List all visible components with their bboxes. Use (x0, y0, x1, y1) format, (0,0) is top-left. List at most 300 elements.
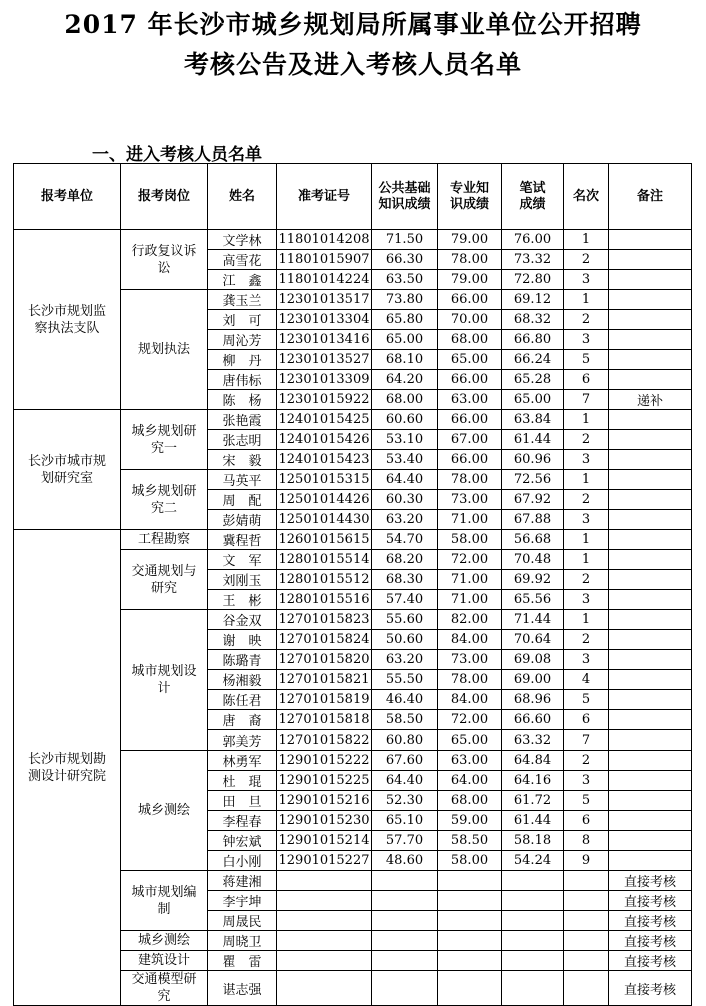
score-basic-cell: 60.60 (372, 410, 438, 430)
note-cell (609, 330, 692, 350)
name-cell: 周沁芳 (208, 330, 277, 350)
name-cell: 宋 毅 (208, 450, 277, 470)
rank-cell: 3 (564, 270, 609, 290)
score-basic-cell: 73.80 (372, 290, 438, 310)
score-written-cell: 69.00 (502, 670, 564, 690)
note-cell: 直接考核 (609, 931, 692, 951)
rank-cell: 2 (564, 310, 609, 330)
note-cell (609, 791, 692, 811)
score-prof-cell: 72.00 (438, 710, 502, 730)
name-cell: 李程春 (208, 811, 277, 831)
score-basic-cell (372, 931, 438, 951)
score-written-cell: 70.48 (502, 550, 564, 570)
section-heading: 一、进入考核人员名单 (92, 145, 262, 165)
exam-id-cell: 12701015824 (277, 630, 372, 650)
score-basic-cell (372, 911, 438, 931)
score-written-cell: 69.92 (502, 570, 564, 590)
note-cell (609, 230, 692, 250)
score-basic-cell: 63.20 (372, 650, 438, 670)
page-title-line2: 考核公告及进入考核人员名单 (183, 50, 522, 79)
exam-id-cell: 12701015820 (277, 650, 372, 670)
note-cell (609, 370, 692, 390)
rank-cell: 4 (564, 670, 609, 690)
name-cell: 唐伟标 (208, 370, 277, 390)
score-prof-cell (438, 871, 502, 891)
score-prof-cell: 66.00 (438, 410, 502, 430)
note-cell (609, 310, 692, 330)
rank-cell: 2 (564, 430, 609, 450)
score-prof-cell (438, 951, 502, 971)
rank-cell (564, 971, 609, 1006)
score-written-cell: 70.64 (502, 630, 564, 650)
note-cell (609, 650, 692, 670)
score-prof-cell (438, 931, 502, 951)
candidate-table (13, 163, 692, 1006)
exam-id-cell: 12801015514 (277, 550, 372, 570)
exam-id-cell: 12301013517 (277, 290, 372, 310)
name-cell: 高雪花 (208, 250, 277, 270)
post-cell: 交通模型研究 (121, 971, 208, 1006)
rank-cell: 6 (564, 370, 609, 390)
score-prof-cell: 63.00 (438, 751, 502, 771)
exam-id-cell: 11801014224 (277, 270, 372, 290)
name-cell: 唐 裔 (208, 710, 277, 730)
col-header-note: 备注 (609, 164, 692, 230)
score-prof-cell: 58.00 (438, 530, 502, 550)
score-basic-cell (372, 891, 438, 911)
rank-cell: 1 (564, 470, 609, 490)
rank-cell: 8 (564, 831, 609, 851)
name-cell: 周晟民 (208, 911, 277, 931)
score-written-cell (502, 951, 564, 971)
name-cell: 李宇坤 (208, 891, 277, 911)
note-cell: 直接考核 (609, 951, 692, 971)
score-prof-cell: 78.00 (438, 250, 502, 270)
rank-cell: 2 (564, 250, 609, 270)
score-written-cell: 68.32 (502, 310, 564, 330)
exam-id-cell: 12401015425 (277, 410, 372, 430)
rank-cell (564, 931, 609, 951)
exam-id-cell: 12901015222 (277, 751, 372, 771)
exam-id-cell: 12701015821 (277, 670, 372, 690)
note-cell (609, 811, 692, 831)
name-cell: 钟宏斌 (208, 831, 277, 851)
rank-cell: 3 (564, 330, 609, 350)
post-cell: 城乡测绘 (121, 931, 208, 951)
col-header-score-basic-text: 公共基础知识成绩 (378, 180, 431, 212)
score-prof-cell: 70.00 (438, 310, 502, 330)
note-cell (609, 570, 692, 590)
score-prof-cell: 73.00 (438, 490, 502, 510)
note-cell (609, 771, 692, 791)
score-prof-cell: 67.00 (438, 430, 502, 450)
note-cell (609, 751, 692, 771)
note-cell (609, 450, 692, 470)
name-cell: 谢 映 (208, 630, 277, 650)
name-cell: 刘 可 (208, 310, 277, 330)
note-cell (609, 250, 692, 270)
score-basic-cell: 50.60 (372, 630, 438, 650)
name-cell: 林勇军 (208, 751, 277, 771)
name-cell: 田 旦 (208, 791, 277, 811)
exam-id-cell (277, 911, 372, 931)
col-header-score-prof (438, 164, 502, 230)
score-written-cell: 58.18 (502, 831, 564, 851)
score-written-cell: 63.84 (502, 410, 564, 430)
score-written-cell: 72.80 (502, 270, 564, 290)
score-written-cell: 69.08 (502, 650, 564, 670)
note-cell (609, 610, 692, 630)
score-basic-cell: 60.30 (372, 490, 438, 510)
post-cell: 建筑设计 (121, 951, 208, 971)
score-basic-cell: 46.40 (372, 690, 438, 710)
score-written-cell: 65.56 (502, 590, 564, 610)
score-basic-cell: 64.40 (372, 470, 438, 490)
name-cell: 杨湘毅 (208, 670, 277, 690)
score-written-cell: 67.92 (502, 490, 564, 510)
score-basic-cell: 66.30 (372, 250, 438, 270)
col-header-rank: 名次 (564, 164, 609, 230)
exam-id-cell: 11801015907 (277, 250, 372, 270)
unit-cell: 长沙市规划勘测设计研究院 (14, 530, 121, 1006)
note-cell (609, 550, 692, 570)
exam-id-cell: 12501015315 (277, 470, 372, 490)
name-cell: 张艳霞 (208, 410, 277, 430)
score-written-cell: 60.96 (502, 450, 564, 470)
exam-id-cell: 12501014426 (277, 490, 372, 510)
score-basic-cell: 68.20 (372, 550, 438, 570)
exam-id-cell: 12601015615 (277, 530, 372, 550)
note-cell: 递补 (609, 390, 692, 410)
rank-cell: 6 (564, 710, 609, 730)
score-written-cell (502, 871, 564, 891)
name-cell: 文 军 (208, 550, 277, 570)
col-header-score-written-text: 笔试成绩 (519, 180, 546, 212)
name-cell: 杜 琨 (208, 771, 277, 791)
rank-cell (564, 871, 609, 891)
name-cell: 江 鑫 (208, 270, 277, 290)
name-cell: 冀程哲 (208, 530, 277, 550)
exam-id-cell: 12301015922 (277, 390, 372, 410)
score-basic-cell: 48.60 (372, 851, 438, 871)
score-basic-cell: 55.50 (372, 670, 438, 690)
name-cell: 陈任君 (208, 690, 277, 710)
exam-id-cell: 12301013527 (277, 350, 372, 370)
exam-id-cell: 12901015230 (277, 811, 372, 831)
score-basic-cell: 57.40 (372, 590, 438, 610)
post-cell: 规划执法 (121, 290, 208, 410)
score-written-cell: 64.16 (502, 771, 564, 791)
name-cell: 柳 丹 (208, 350, 277, 370)
rank-cell: 1 (564, 290, 609, 310)
score-basic-cell: 64.40 (372, 771, 438, 791)
rank-cell: 1 (564, 550, 609, 570)
score-prof-cell: 79.00 (438, 270, 502, 290)
score-basic-cell: 65.10 (372, 811, 438, 831)
note-cell (609, 430, 692, 450)
score-basic-cell: 63.50 (372, 270, 438, 290)
exam-id-cell: 12801015516 (277, 590, 372, 610)
name-cell: 陈 杨 (208, 390, 277, 410)
score-prof-cell (438, 911, 502, 931)
col-header-unit: 报考单位 (14, 164, 121, 230)
col-header-score-written (502, 164, 564, 230)
score-prof-cell: 58.50 (438, 831, 502, 851)
note-cell (609, 670, 692, 690)
score-basic-cell: 54.70 (372, 530, 438, 550)
score-basic-cell (372, 871, 438, 891)
score-basic-cell: 67.60 (372, 751, 438, 771)
note-cell: 直接考核 (609, 971, 692, 1006)
score-basic-cell: 58.50 (372, 710, 438, 730)
post-cell: 工程勘察 (121, 530, 208, 550)
score-prof-cell (438, 971, 502, 1006)
rank-cell (564, 951, 609, 971)
col-header-post: 报考岗位 (121, 164, 208, 230)
rank-cell: 2 (564, 490, 609, 510)
score-prof-cell: 82.00 (438, 610, 502, 630)
score-prof-cell: 64.00 (438, 771, 502, 791)
exam-id-cell: 12301013416 (277, 330, 372, 350)
post-cell: 交通规划与研究 (121, 550, 208, 610)
score-written-cell (502, 891, 564, 911)
name-cell: 王 彬 (208, 590, 277, 610)
rank-cell: 3 (564, 510, 609, 530)
post-cell: 城乡规划研究二 (121, 470, 208, 530)
score-basic-cell: 52.30 (372, 791, 438, 811)
note-cell (609, 470, 692, 490)
score-written-cell: 64.84 (502, 751, 564, 771)
score-written-cell: 66.24 (502, 350, 564, 370)
name-cell: 郭美芳 (208, 730, 277, 751)
rank-cell: 2 (564, 630, 609, 650)
note-cell (609, 290, 692, 310)
name-cell: 蒋建湘 (208, 871, 277, 891)
note-cell (609, 530, 692, 550)
exam-id-cell: 12701015819 (277, 690, 372, 710)
note-cell: 直接考核 (609, 911, 692, 931)
exam-id-cell: 12401015423 (277, 450, 372, 470)
name-cell: 谌志强 (208, 971, 277, 1006)
score-prof-cell: 71.00 (438, 570, 502, 590)
score-prof-cell: 84.00 (438, 630, 502, 650)
score-basic-cell: 68.00 (372, 390, 438, 410)
col-header-score-prof-text: 专业知识成绩 (449, 180, 489, 212)
post-cell: 城市规划编制 (121, 871, 208, 931)
score-prof-cell: 65.00 (438, 730, 502, 751)
score-basic-cell: 68.10 (372, 350, 438, 370)
exam-id-cell: 12701015823 (277, 610, 372, 630)
rank-cell: 9 (564, 851, 609, 871)
score-basic-cell: 55.60 (372, 610, 438, 630)
score-written-cell: 61.44 (502, 811, 564, 831)
rank-cell: 3 (564, 450, 609, 470)
post-cell: 城市规划设计 (121, 610, 208, 751)
rank-cell: 1 (564, 410, 609, 430)
post-cell: 城乡规划研究一 (121, 410, 208, 470)
score-prof-cell: 58.00 (438, 851, 502, 871)
score-prof-cell: 68.00 (438, 330, 502, 350)
exam-id-cell (277, 891, 372, 911)
exam-id-cell: 11801014208 (277, 230, 372, 250)
score-prof-cell: 66.00 (438, 370, 502, 390)
name-cell: 周 配 (208, 490, 277, 510)
score-written-cell: 66.80 (502, 330, 564, 350)
rank-cell: 5 (564, 791, 609, 811)
score-prof-cell: 73.00 (438, 650, 502, 670)
score-basic-cell: 53.10 (372, 430, 438, 450)
score-written-cell (502, 931, 564, 951)
name-cell: 陈璐青 (208, 650, 277, 670)
name-cell: 马英平 (208, 470, 277, 490)
col-header-name: 姓名 (208, 164, 277, 230)
score-written-cell: 66.60 (502, 710, 564, 730)
exam-id-cell (277, 971, 372, 1006)
score-written-cell: 67.88 (502, 510, 564, 530)
score-written-cell: 72.56 (502, 470, 564, 490)
exam-id-cell (277, 871, 372, 891)
score-prof-cell: 65.00 (438, 350, 502, 370)
score-written-cell: 63.32 (502, 730, 564, 751)
score-prof-cell: 71.00 (438, 510, 502, 530)
rank-cell: 3 (564, 590, 609, 610)
rank-cell: 2 (564, 570, 609, 590)
score-basic-cell (372, 971, 438, 1006)
note-cell (609, 630, 692, 650)
rank-cell: 7 (564, 390, 609, 410)
note-cell: 直接考核 (609, 871, 692, 891)
score-basic-cell: 65.80 (372, 310, 438, 330)
name-cell: 谷金双 (208, 610, 277, 630)
note-cell (609, 410, 692, 430)
exam-id-cell (277, 931, 372, 951)
score-prof-cell: 78.00 (438, 670, 502, 690)
score-written-cell (502, 911, 564, 931)
score-written-cell: 73.32 (502, 250, 564, 270)
score-basic-cell: 68.30 (372, 570, 438, 590)
note-cell (609, 730, 692, 751)
score-prof-cell: 84.00 (438, 690, 502, 710)
table-row (14, 230, 692, 250)
name-cell: 张志明 (208, 430, 277, 450)
score-prof-cell: 68.00 (438, 791, 502, 811)
post-cell: 行政复议诉讼 (121, 230, 208, 290)
name-cell: 白小刚 (208, 851, 277, 871)
score-prof-cell: 59.00 (438, 811, 502, 831)
rank-cell: 1 (564, 530, 609, 550)
note-cell (609, 831, 692, 851)
score-written-cell: 69.12 (502, 290, 564, 310)
rank-cell: 2 (564, 751, 609, 771)
rank-cell (564, 891, 609, 911)
score-written-cell: 61.44 (502, 430, 564, 450)
score-basic-cell: 64.20 (372, 370, 438, 390)
exam-id-cell: 12301013309 (277, 370, 372, 390)
score-written-cell: 54.24 (502, 851, 564, 871)
col-header-id: 准考证号 (277, 164, 372, 230)
exam-id-cell: 12901015214 (277, 831, 372, 851)
exam-id-cell (277, 951, 372, 971)
note-cell (609, 710, 692, 730)
score-prof-cell: 66.00 (438, 290, 502, 310)
score-written-cell: 76.00 (502, 230, 564, 250)
header-row (14, 164, 692, 230)
score-written-cell: 56.68 (502, 530, 564, 550)
note-cell (609, 270, 692, 290)
post-cell: 城乡测绘 (121, 751, 208, 871)
note-cell (609, 590, 692, 610)
score-written-cell: 65.00 (502, 390, 564, 410)
note-cell (609, 510, 692, 530)
name-cell: 文学林 (208, 230, 277, 250)
exam-id-cell: 12801015512 (277, 570, 372, 590)
exam-id-cell: 12501014430 (277, 510, 372, 530)
table-row (14, 530, 692, 550)
exam-id-cell: 12401015426 (277, 430, 372, 450)
rank-cell: 6 (564, 811, 609, 831)
rank-cell: 7 (564, 730, 609, 751)
rank-cell: 5 (564, 350, 609, 370)
score-basic-cell: 65.00 (372, 330, 438, 350)
score-prof-cell: 78.00 (438, 470, 502, 490)
col-header-score-basic (372, 164, 438, 230)
table-row (14, 410, 692, 430)
score-prof-cell: 72.00 (438, 550, 502, 570)
note-cell: 直接考核 (609, 891, 692, 911)
score-basic-cell: 57.70 (372, 831, 438, 851)
score-written-cell (502, 971, 564, 1006)
score-written-cell: 71.44 (502, 610, 564, 630)
rank-cell: 3 (564, 650, 609, 670)
exam-id-cell: 12901015225 (277, 771, 372, 791)
rank-cell: 5 (564, 690, 609, 710)
note-cell (609, 350, 692, 370)
rank-cell: 1 (564, 610, 609, 630)
name-cell: 刘刚玉 (208, 570, 277, 590)
rank-cell: 3 (564, 771, 609, 791)
score-prof-cell (438, 891, 502, 911)
exam-id-cell: 12901015216 (277, 791, 372, 811)
score-basic-cell: 60.80 (372, 730, 438, 751)
score-written-cell: 61.72 (502, 791, 564, 811)
exam-id-cell: 12701015822 (277, 730, 372, 751)
score-prof-cell: 79.00 (438, 230, 502, 250)
note-cell (609, 851, 692, 871)
score-basic-cell: 53.40 (372, 450, 438, 470)
unit-cell: 长沙市规划监察执法支队 (14, 230, 121, 410)
exam-id-cell: 12901015227 (277, 851, 372, 871)
name-cell: 瞿 雷 (208, 951, 277, 971)
score-basic-cell: 63.20 (372, 510, 438, 530)
name-cell: 彭婧萌 (208, 510, 277, 530)
score-prof-cell: 71.00 (438, 590, 502, 610)
note-cell (609, 690, 692, 710)
unit-cell: 长沙市城市规划研究室 (14, 410, 121, 530)
page-title-line1: 2017 年长沙市城乡规划局所属事业单位公开招聘 (64, 10, 642, 39)
score-written-cell: 68.96 (502, 690, 564, 710)
score-prof-cell: 63.00 (438, 390, 502, 410)
rank-cell (564, 911, 609, 931)
score-basic-cell (372, 951, 438, 971)
name-cell: 龚玉兰 (208, 290, 277, 310)
exam-id-cell: 12701015818 (277, 710, 372, 730)
note-cell (609, 490, 692, 510)
score-written-cell: 65.28 (502, 370, 564, 390)
exam-id-cell: 12301013304 (277, 310, 372, 330)
score-basic-cell: 71.50 (372, 230, 438, 250)
name-cell: 周晓卫 (208, 931, 277, 951)
rank-cell: 1 (564, 230, 609, 250)
